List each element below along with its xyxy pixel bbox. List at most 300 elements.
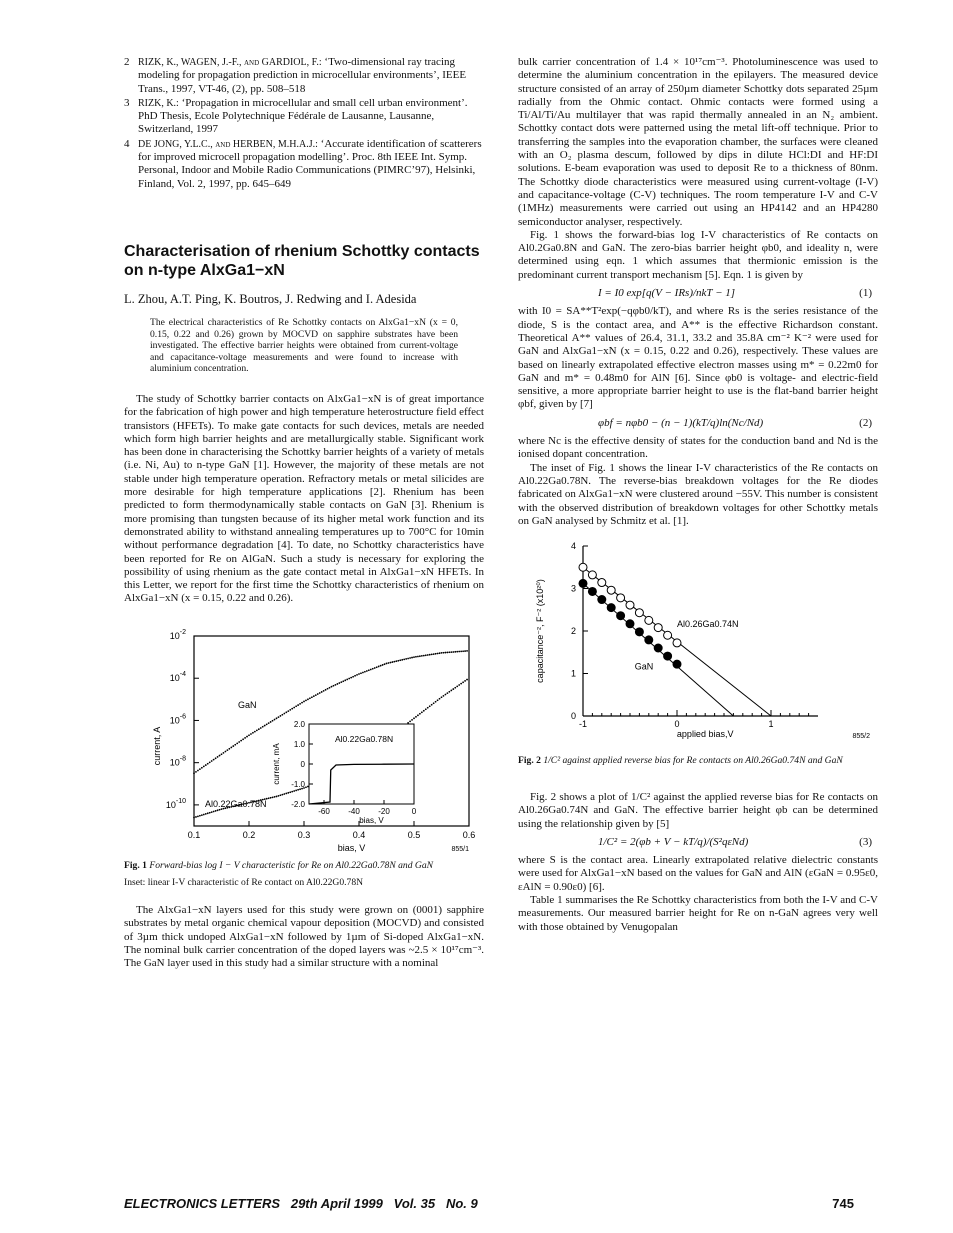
data-point	[193, 772, 195, 774]
body-paragraph: bulk carrier concentration of 1.4 × 10¹⁷cm⁻³. Photoluminescence was used to determine the aluminium concentration in the epilayers. The measured device structure consisted of an array of 250µm diameter Schottky dots separated 25µm radially from the Ohmic contact. Ohmic contacts were formed using a Ti/Al/Ti/Au multilayer that was rapid thermally annealed in an N₂ ambient. Schottky contact dots were patterned using the metal lift-off technique. Prior to transferring the samples into the evaporation chamber, the surfaces were cleaned with an O₂ plasma descum, followed by dips in dilute HCl:DI and HF:DI solutions. E-beam evaporation was used to deposit Re to a thickness of 80nm. The Schottky diode characteristics were measured using current-voltage (I-V) and capacitance-voltage (C-V) techniques. The room temperature I-V and C-V (1MHz) measurements were carried out using an HP4142 and an HP4280 semiconductor analyser, respectively.	[518, 56, 878, 228]
figure-1-inset-caption: Inset: linear I-V characteristic of Re contact on Al0.22G0.78N	[124, 876, 364, 888]
data-point	[207, 812, 209, 814]
data-point	[433, 702, 435, 704]
data-point	[441, 652, 443, 654]
data-point	[315, 694, 317, 696]
right-column	[518, 56, 878, 934]
data-point	[391, 661, 393, 663]
data-point	[203, 765, 205, 767]
data-point	[327, 688, 329, 690]
article-authors: L. Zhou, A.T. Ping, K. Boutros, J. Redwing and I. Adesida	[124, 291, 417, 306]
data-point	[673, 660, 681, 668]
data-point	[673, 639, 681, 647]
y-tick-label: $10^{-10}$	[165, 797, 186, 810]
data-point	[421, 711, 423, 713]
article-title: Characterisation of rhenium Schottky contacts on n-type AlxGa1−xN	[124, 242, 480, 279]
data-point	[270, 797, 272, 799]
data-point	[458, 684, 460, 686]
series-label-algan: Al0.26Ga0.74N	[677, 618, 739, 629]
data-point	[223, 752, 225, 754]
data-point	[450, 689, 452, 691]
data-point	[427, 707, 429, 709]
y-tick-label: 1	[570, 668, 576, 679]
y-tick-label: 4	[570, 541, 576, 552]
data-point	[364, 671, 366, 673]
data-point	[635, 609, 643, 617]
data-point	[333, 685, 335, 687]
data-point	[280, 715, 282, 717]
data-point	[325, 689, 327, 691]
reference-number: 2	[124, 56, 130, 68]
data-point	[460, 650, 462, 652]
data-point	[266, 723, 268, 725]
x-tick-label: -1	[578, 719, 588, 730]
article-abstract: The electrical characteristics of Re Schottky contacts on AlxGa1−xN (x = 0, 0.15, 0.22 and 0.26) grown by MOCVD on sapphire substrates have been investigated. The effective barrier heights were obtained from current-voltage and capacitance-voltage measurements and were found to increase with aluminium concentration.	[150, 316, 458, 375]
data-point	[248, 734, 250, 736]
data-point	[409, 720, 411, 722]
data-point	[293, 790, 295, 792]
data-point	[654, 624, 662, 632]
data-point	[201, 814, 203, 816]
data-point	[462, 650, 464, 652]
data-point	[417, 714, 419, 716]
data-point	[336, 683, 338, 685]
data-point	[464, 650, 466, 652]
body-paragraph: Table 1 summarises the Re Schottky characteristics from both the I-V and C-V measurements. Our measured barrier height for Re on n-GaN agrees very well with those obtained by Venugopalan	[518, 894, 878, 933]
data-point	[445, 651, 447, 653]
data-point	[274, 796, 276, 798]
data-point	[307, 698, 309, 700]
reference-authors: DE JONG, Y.L.C., and HERBEN, M.H.A.J.:	[138, 138, 318, 150]
body-paragraph: Fig. 1 shows the forward-bias log I-V characteristics of Re contacts on Al0.2Ga0.8N and GaN. The zero-bias barrier height φb0, and ideality n, were determined using eqn. 1 which assumes that thermionic emission is the predominant current transport mechanism [5]. Eqn. 1 is given by	[518, 228, 878, 281]
page-footer	[124, 1196, 854, 1211]
data-point	[427, 654, 429, 656]
data-point	[448, 691, 450, 693]
data-point	[466, 678, 468, 680]
data-point	[219, 809, 221, 811]
data-point	[431, 704, 433, 706]
data-point	[236, 742, 238, 744]
fig2-chart	[518, 536, 878, 751]
reference-text: ‘Two-dimensional ray tracing modeling for propagation prediction in microcellular environments’, IEEE Trans., 1997, VT-46, (2), pp. 508–518	[138, 56, 467, 95]
data-point	[419, 655, 421, 657]
figure-tag: 855/1	[451, 845, 469, 853]
data-point	[415, 716, 417, 718]
data-point	[664, 631, 672, 639]
data-point	[283, 793, 285, 795]
data-point	[374, 667, 376, 669]
x-tick-label: 0.5	[407, 829, 421, 840]
inset-y-axis-label: current, mA	[272, 743, 281, 785]
data-point	[199, 815, 201, 817]
data-point	[464, 680, 466, 682]
data-point	[407, 722, 409, 724]
data-point	[445, 693, 447, 695]
data-point	[405, 658, 407, 660]
data-point	[579, 563, 587, 571]
data-point	[258, 728, 260, 730]
reference-text: ‘Accurate identification of scatterers for improved microcell propagation modelling’. Proc. 8th IEEE Int. Symp. Personal, Indoor and Mobile Radio Communications (PIMRC’97), Helsinki, Finland, Vol. 2, 1997, pp. 645–649	[138, 137, 482, 190]
data-point	[313, 695, 315, 697]
data-point	[195, 771, 197, 773]
data-point	[280, 794, 282, 796]
data-point	[433, 653, 435, 655]
data-point	[289, 791, 291, 793]
data-point	[380, 664, 382, 666]
data-point	[452, 688, 454, 690]
data-point	[458, 650, 460, 652]
data-point	[360, 672, 362, 674]
data-point	[645, 616, 653, 624]
data-point	[413, 717, 415, 719]
data-point	[439, 698, 441, 700]
x-tick-label: 0.2	[242, 829, 256, 840]
data-point	[213, 810, 215, 812]
data-point	[466, 650, 468, 652]
data-point	[211, 811, 213, 813]
data-point	[415, 656, 417, 658]
inset-x-tick-label: -60	[318, 806, 330, 816]
data-point	[372, 668, 374, 670]
data-point	[321, 691, 323, 693]
data-point	[439, 652, 441, 654]
data-point	[421, 655, 423, 657]
data-point	[443, 652, 445, 654]
y-tick-label: 0	[570, 711, 576, 722]
data-point	[346, 678, 348, 680]
series-label-algan: Al0.22Ga0.78N	[205, 798, 267, 809]
data-point	[384, 663, 386, 665]
data-point	[645, 636, 653, 644]
fig1-chart	[124, 616, 484, 856]
series-label-gan: GaN	[238, 699, 257, 710]
data-point	[287, 792, 289, 794]
data-point	[388, 662, 390, 664]
data-point	[250, 733, 252, 735]
data-point	[411, 656, 413, 658]
data-point	[403, 658, 405, 660]
reference-authors: RIZK, K., WAGEN, J.-F., and GARDIOL, F.:	[138, 57, 322, 68]
data-point	[272, 796, 274, 798]
data-point	[244, 737, 246, 739]
data-point	[205, 813, 207, 815]
data-point	[309, 697, 311, 699]
inset-label: Al0.22Ga0.78N	[335, 733, 394, 744]
data-point	[358, 673, 360, 675]
data-point	[215, 757, 217, 759]
y-axis-label: current, A	[152, 726, 162, 765]
data-point	[437, 699, 439, 701]
data-point	[205, 764, 207, 766]
data-point	[319, 692, 321, 694]
data-point	[274, 718, 276, 720]
data-point	[289, 709, 291, 711]
data-point	[654, 644, 662, 652]
reference-item	[124, 138, 484, 191]
data-point	[281, 793, 283, 795]
body-paragraph: Fig. 2 shows a plot of 1/C² against the applied reverse bias for Re contacts on Al0.26Ga0.74N and GaN. The effective barrier height φb can be determined using the relationship given by [5]	[518, 790, 878, 830]
data-point	[462, 681, 464, 683]
data-point	[448, 651, 450, 653]
data-point	[209, 761, 211, 763]
left-column	[124, 56, 484, 971]
reference-number: 4	[124, 137, 130, 150]
data-point	[240, 739, 242, 741]
data-point	[293, 706, 295, 708]
data-point	[254, 730, 256, 732]
x-axis-label: bias, V	[337, 842, 366, 853]
data-point	[268, 722, 270, 724]
body-paragraph: The inset of Fig. 1 shows the linear I-V characteristics of the Re contacts on Al0.22Ga0.78N. The reverse-bias breakdown voltages for the Re diodes fabricated on AlxGa1−xN were clustered around −55V. This number is consistent with the observed distribution of breakdown voltages for other Schottky metals on GaN analysed by Schmitz et al. [1].	[518, 461, 878, 527]
data-point	[297, 704, 299, 706]
figure-tag: 855/2	[852, 733, 870, 741]
data-point	[370, 668, 372, 670]
data-point	[262, 726, 264, 728]
x-tick-label: 0.4	[352, 829, 366, 840]
data-point	[452, 651, 454, 653]
data-point	[617, 612, 625, 620]
inset-y-tick-label: -2.0	[291, 799, 305, 809]
data-point	[446, 692, 448, 694]
data-point	[335, 684, 337, 686]
data-point	[270, 721, 272, 723]
journal-info: ELECTRONICS LETTERS 29th April 1999 Vol. 35 No. 9	[124, 1196, 478, 1211]
data-point	[366, 670, 368, 672]
inset-x-tick-label: -20	[378, 806, 390, 816]
data-point	[305, 786, 307, 788]
y-axis-label: capacitance⁻², F⁻² (x10²⁰)	[535, 579, 545, 683]
reference-authors: RIZK, K.:	[138, 97, 179, 109]
equation-1: I = I0 exp[q(V − IRs)/nkT − 1] (1)	[598, 287, 872, 300]
x-tick-label: 0.6	[462, 829, 476, 840]
data-point	[390, 661, 392, 663]
body-paragraph: where S is the contact area. Linearly extrapolated relative dielectric constants were used for AlxGa1−xN based on the values for GaN and AlN (εGaN = 0.95ε0, εAlN = 0.90ε0) [6].	[518, 854, 878, 893]
data-point	[454, 651, 456, 653]
data-point	[199, 768, 201, 770]
data-point	[409, 657, 411, 659]
data-point	[311, 696, 313, 698]
equation-2: φbf = nφb0 − (n − 1)(kT/q)ln(Nc/Nd) (2)	[598, 416, 872, 429]
inset-y-tick-label: 0	[300, 759, 305, 769]
data-point	[626, 620, 634, 628]
series-label-gan: GaN	[634, 661, 654, 672]
data-point	[386, 662, 388, 664]
data-point	[207, 763, 209, 765]
data-point	[219, 754, 221, 756]
data-point	[378, 665, 380, 667]
x-tick-label: 0	[674, 719, 680, 730]
data-point	[588, 588, 596, 596]
data-point	[295, 789, 297, 791]
data-point	[276, 795, 278, 797]
y-tick-label: $10^{-4}$	[169, 670, 186, 683]
body-paragraph: The AlxGa1−xN layers used for this study were grown on (0001) sapphire substrates by metal organic chemical vapour deposition (MOCVD) and consisted of 3µm thick undoped AlxGa1−xN followed by 1µm of Si-doped AlxGa1−xN. The nominal bulk carrier concentration of the doped layers was ~2.5 × 10¹⁷cm⁻³. The GaN layer used in this study had a similar structure with a nominal	[124, 904, 484, 970]
data-point	[340, 681, 342, 683]
data-point	[297, 789, 299, 791]
data-point	[395, 660, 397, 662]
data-point	[350, 676, 352, 678]
data-point	[272, 720, 274, 722]
data-point	[354, 675, 356, 677]
y-tick-label: $10^{-8}$	[169, 755, 186, 768]
data-point	[329, 687, 331, 689]
body-paragraph: where Nc is the effective density of states for the conduction band and Nd is the ionised dopant concentration.	[518, 435, 878, 461]
x-axis-label: applied bias,V	[676, 729, 734, 740]
x-tick-label: 1	[768, 719, 774, 730]
figure-2	[518, 536, 878, 755]
inset-y-tick-label: 1.0	[293, 739, 305, 749]
data-point	[437, 652, 439, 654]
data-point	[431, 653, 433, 655]
data-point	[291, 790, 293, 792]
data-point	[278, 795, 280, 797]
page-number: 745	[832, 1196, 854, 1211]
data-point	[211, 760, 213, 762]
data-point	[435, 653, 437, 655]
data-point	[291, 707, 293, 709]
x-tick-label: 0.1	[187, 829, 201, 840]
data-point	[435, 701, 437, 703]
data-point	[268, 797, 270, 799]
data-point	[285, 711, 287, 713]
data-point	[579, 579, 587, 587]
data-point	[234, 744, 236, 746]
inset-x-axis-label: bias, V	[359, 815, 384, 825]
data-point	[382, 664, 384, 666]
data-point	[352, 676, 354, 678]
data-point	[413, 656, 415, 658]
figure-1-caption: Fig. 1 Forward-bias log I − V characteristic for Re on Al0.22Ga0.78N and GaN	[124, 859, 434, 871]
data-point	[348, 677, 350, 679]
data-point	[230, 746, 232, 748]
data-point	[264, 724, 266, 726]
data-point	[399, 659, 401, 661]
data-point	[446, 651, 448, 653]
data-point	[443, 695, 445, 697]
data-point	[368, 669, 370, 671]
data-point	[617, 594, 625, 602]
y-tick-label: $10^{-2}$	[169, 628, 186, 641]
x-tick-label: 0.3	[297, 829, 311, 840]
data-point	[197, 769, 199, 771]
y-tick-label: $10^{-6}$	[169, 713, 186, 726]
data-point	[193, 816, 195, 818]
data-point	[195, 816, 197, 818]
data-point	[407, 657, 409, 659]
data-point	[393, 660, 395, 662]
data-point	[417, 655, 419, 657]
data-point	[215, 810, 217, 812]
body-paragraph: with I0 = SA**T²exp(−qφb0/kT), and where Rs is the series resistance of the diode, S is the contact area, and A** is the effective Richardson constant. Theoretical A** values of 26.4, 31.1, 33.2 and 35.8A cm⁻² K⁻² were used for GaN and AlxGa1−xN (x = 0.15, 0.22 and 0.26), respectively. These values are based on linearly extrapolated effective electron masses using m* = 0.22m0 for GaN and m* = 0.48m0 for AlN [6]. Since φb0 is voltage- and electric-field sensitive, a more appropriate barrier height to use is the flat-band barrier height φbf, given by [7]	[518, 305, 878, 411]
data-point	[423, 654, 425, 656]
data-point	[626, 601, 634, 609]
data-point	[441, 696, 443, 698]
data-point	[301, 701, 303, 703]
data-point	[226, 749, 228, 751]
reference-item	[124, 97, 484, 137]
data-point	[401, 659, 403, 661]
data-point	[425, 654, 427, 656]
data-point	[209, 812, 211, 814]
data-point	[342, 680, 344, 682]
data-point	[201, 767, 203, 769]
data-point	[238, 741, 240, 743]
inset-x-tick-label: -40	[348, 806, 360, 816]
figure-1	[124, 616, 484, 860]
reference-list	[124, 56, 484, 191]
data-point	[397, 660, 399, 662]
data-point	[429, 653, 431, 655]
data-point	[460, 682, 462, 684]
data-point	[331, 685, 333, 687]
data-point	[456, 685, 458, 687]
data-point	[260, 727, 262, 729]
y-tick-label: 2	[570, 626, 576, 637]
data-point	[425, 708, 427, 710]
data-point	[423, 710, 425, 712]
data-point	[305, 699, 307, 701]
data-point	[232, 745, 234, 747]
reference-number: 3	[124, 96, 130, 109]
y-tick-label: 3	[570, 583, 576, 594]
data-point	[217, 756, 219, 758]
data-point	[454, 687, 456, 689]
data-point	[362, 671, 364, 673]
data-point	[283, 712, 285, 714]
data-point	[450, 651, 452, 653]
reference-text: ‘Propagation in microcellular and small cell urban environment’. PhD Thesis, Ecole Polytechnique Fédérale de Lausanne, Lausanne, Switzerland, 1997	[138, 96, 468, 136]
data-point	[221, 753, 223, 755]
inset-y-tick-label: 2.0	[293, 719, 305, 729]
data-point	[356, 674, 358, 676]
data-point	[323, 690, 325, 692]
data-point	[338, 682, 340, 684]
data-point	[295, 705, 297, 707]
data-point	[287, 710, 289, 712]
data-point	[344, 679, 346, 681]
data-point	[197, 815, 199, 817]
data-point	[303, 700, 305, 702]
data-point	[598, 579, 606, 587]
equation-3: 1/C² = 2(φb + V − kT/q)/(S²qεNd) (3)	[598, 835, 872, 848]
data-point	[256, 729, 258, 731]
data-point	[276, 717, 278, 719]
data-point	[228, 748, 230, 750]
data-point	[429, 705, 431, 707]
data-point	[203, 813, 205, 815]
data-point	[456, 650, 458, 652]
data-point	[278, 716, 280, 718]
data-point	[607, 604, 615, 612]
data-point	[285, 792, 287, 794]
data-point	[246, 735, 248, 737]
body-paragraph: The study of Schottky barrier contacts on AlxGa1−xN is of great importance for the fabrication of high power and high temperature heterostructure field effect transistors (HFETs). To make gate contacts for such devices, metals are needed which form high barrier heights and are metallurgically stable. Significant work has been done in characterising the Schottky barrier heights of a variety of metals (i.e. Ni, Au) to n-type GaN [1]. However, the majority of these metals are not stable under high temperature operation. Refractory metals or metal silicides are more desirable for high temperature applications [2]. Rhenium has been predicted to form thermodynamically stable contacts on GaN [3]. Rhenium is more promising than tungsten because of its higher metal work function and its demonstrated ability to withstand annealing temperatures up to 700°C for 10min without performance degradation [4]. To date, no Schottky characteristics have been reported for Re on AlGaN. Such a study is necessary for exploring the possibility of using rhenium as the gate contact metal in AlxGa1−xN HFETs. In this Letter, we report for the first time the Schottky characteristics of rhenium on AlxGa1−xN (x = 0.15, 0.22 and 0.26).	[124, 392, 484, 605]
data-point	[252, 732, 254, 734]
reference-item	[124, 56, 484, 96]
inset-y-tick-label: -1.0	[291, 779, 305, 789]
data-point	[419, 713, 421, 715]
data-point	[588, 571, 596, 579]
data-point	[411, 719, 413, 721]
data-point	[317, 693, 319, 695]
data-point	[598, 596, 606, 604]
data-point	[217, 809, 219, 811]
data-point	[635, 628, 643, 636]
data-point	[664, 652, 672, 660]
data-point	[213, 758, 215, 760]
data-point	[242, 738, 244, 740]
inset-x-tick-label: 0	[411, 806, 417, 816]
